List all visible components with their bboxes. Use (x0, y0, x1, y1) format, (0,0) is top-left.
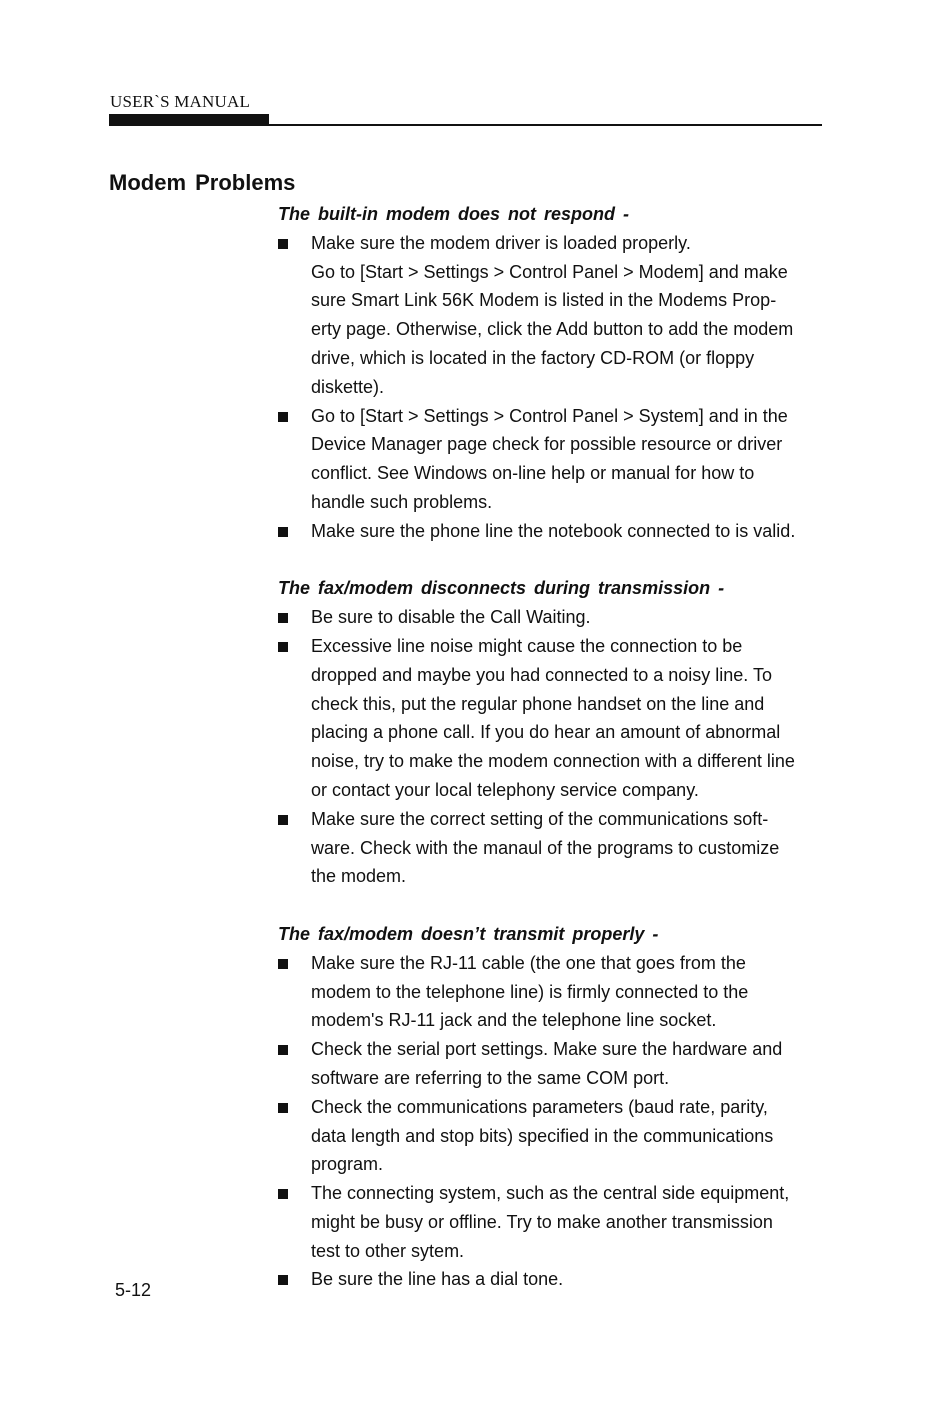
subsection-modem-not-responding (278, 200, 828, 546)
list-item (278, 603, 828, 632)
subsection-disconnects (278, 574, 828, 891)
subsection-heading: The built-in modem does not respond - (278, 204, 629, 224)
section-title: Modem Problems (109, 170, 296, 195)
subsection-transmit-problems (278, 920, 828, 1294)
page-number: 5-12 (115, 1280, 152, 1300)
square-bullet-icon (278, 613, 288, 623)
list-item-text: The connecting system, such as the central side equipment, might be busy or offline. Try to make another transmission test to other sytem. (311, 1183, 790, 1261)
list-item-text: Be sure to disable the Call Waiting. (311, 607, 591, 628)
list-item-text: Make sure the phone line the notebook connected to is valid. (311, 520, 796, 541)
square-bullet-icon (278, 1103, 288, 1113)
list-item (278, 517, 828, 546)
list-item (278, 949, 828, 1035)
list-item (278, 1265, 828, 1294)
troubleshooting-content (278, 200, 828, 1294)
list-item-text: Excessive line noise might cause the connection to be dropped and maybe you had connected to a noisy line. To check this, put the regular phone handset on the line and placing a phone call. If you do hear an amount of abnormal noise, try to make the modem connection with a different line or contact your local telephony service company. (311, 635, 795, 800)
list-item-text: Make sure the modem driver is loaded properly. Go to [Start > Settings > Control Panel > Modem] and make sure Smart Link 56K Modem is listed in the Modems Prop- erty page. Otherwise, click the Add button to add the modem drive, which is located in the factory CD-ROM (or floppy diskette). (311, 232, 794, 397)
list-item (278, 229, 828, 402)
subsection-heading: The fax/modem disconnects during transmission - (278, 578, 725, 599)
square-bullet-icon (278, 1189, 288, 1199)
list-item-text: Check the communications parameters (baud rate, parity, data length and stop bits) specified in the communications program. (311, 1096, 774, 1175)
square-bullet-icon (278, 815, 288, 825)
list-item-text: Go to [Start > Settings > Control Panel > System] and in the Device Manager page check for possible resource or driver conflict. See Windows on-line help or manual for how to handle such problems. (311, 405, 788, 512)
list-item (278, 402, 828, 517)
bullet-list (278, 603, 828, 891)
header-rule (109, 124, 822, 126)
square-bullet-icon (278, 239, 288, 249)
subsection-heading: The fax/modem doesn’t transmit properly - (278, 923, 659, 944)
square-bullet-icon (278, 959, 288, 969)
list-item-text: Be sure the line has a dial tone. (311, 1269, 564, 1290)
list-item-text: Check the serial port settings. Make sure the hardware and software are referring to the same COM port. (311, 1039, 783, 1088)
list-item (278, 632, 828, 805)
square-bullet-icon (278, 642, 288, 652)
square-bullet-icon (278, 1275, 288, 1285)
square-bullet-icon (278, 527, 288, 537)
list-item (278, 1093, 828, 1179)
list-item (278, 805, 828, 891)
square-bullet-icon (278, 412, 288, 422)
square-bullet-icon (278, 1045, 288, 1055)
bullet-list (278, 229, 828, 546)
list-item-text: Make sure the correct setting of the communications soft- ware. Check with the manaul of the programs to customize the modem. (311, 808, 780, 887)
list-item-text: Make sure the RJ-11 cable (the one that goes from the modem to the telephone line) is firmly connected to the modem's RJ-11 jack and the telephone line socket. (311, 952, 749, 1031)
list-item (278, 1179, 828, 1265)
bullet-list (278, 949, 828, 1295)
list-item (278, 1035, 828, 1093)
running-header-title: USER`S MANUAL (110, 92, 251, 111)
